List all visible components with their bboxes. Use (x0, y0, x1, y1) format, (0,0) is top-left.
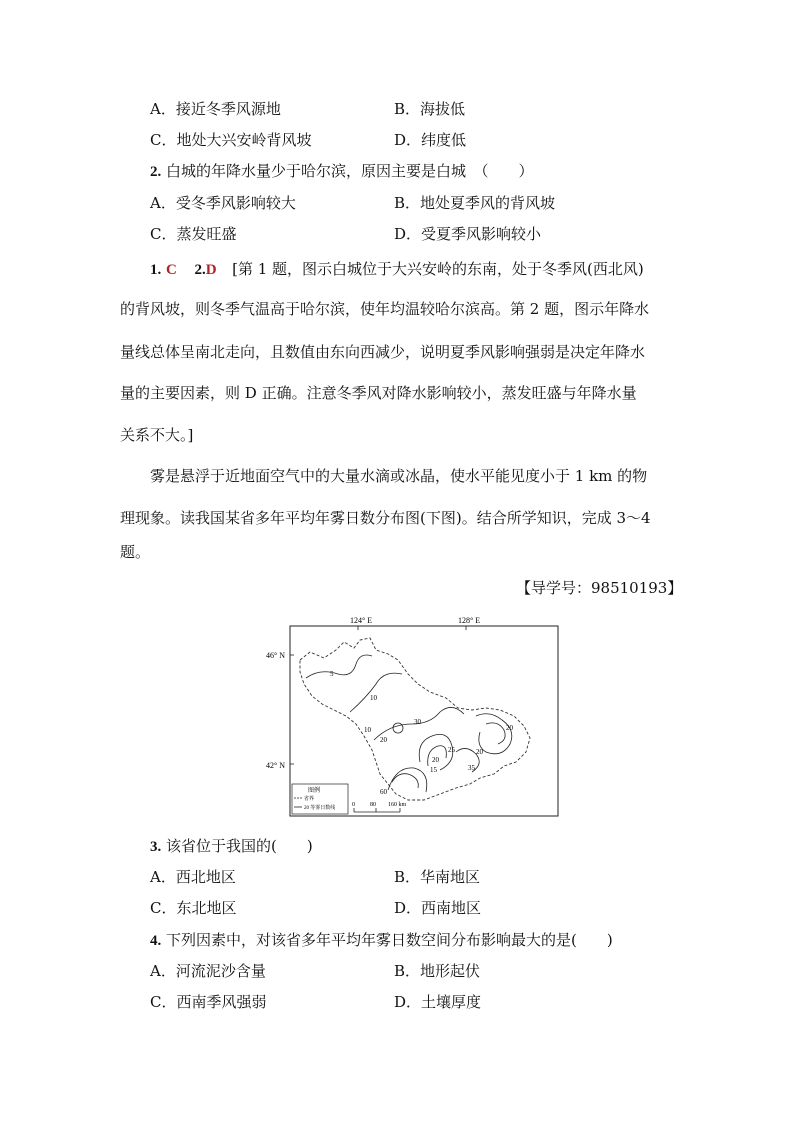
lat-label-46: 46° N (266, 651, 285, 660)
lat-label-42: 42° N (266, 761, 285, 770)
answer-line-2: 的背风坡，则冬季气温高于哈尔滨，使年均温较哈尔滨高。第 2 题，图示年降水 (120, 300, 650, 318)
question-2 (150, 160, 534, 181)
question-stem: 下列因素中，对该省多年平均年雾日数空间分布影响最大的是( ) (166, 931, 613, 949)
contour-label: 60 (380, 788, 387, 796)
q4-option-b: B．地形起伏 (394, 962, 481, 980)
lon-label-128: 128° E (458, 616, 481, 625)
q2-option-c: C．蒸发旺盛 (150, 225, 237, 243)
answer-line-3: 量线总体呈南北走向，且数值由东向西减少，说明夏季风影响强弱是决定年降水 (120, 343, 646, 361)
contour-label: 35 (468, 764, 475, 772)
intro-line-1: 雾是悬浮于近地面空气中的大量水滴或冰晶，使水平能见度小于 1 km 的物 (150, 467, 648, 485)
contour-label: 20 (380, 736, 387, 744)
answer-text: [第 1 题，图示白城位于大兴安岭的东南，处于冬季风(西北风) (232, 260, 644, 278)
legend-title: 图例 (308, 788, 321, 794)
answer-num-1: 1. (150, 262, 162, 278)
contour-label: 5 (330, 670, 334, 678)
answer-choice-1: C (166, 262, 177, 278)
q3-option-c: C．东北地区 (150, 899, 237, 917)
q4-option-d: D．土壤厚度 (394, 993, 482, 1011)
legend-contour-label: 20 等雾日数线 (304, 806, 336, 811)
q4-option-c: C．西南季风强弱 (150, 993, 267, 1011)
question-number: 4. (150, 933, 162, 949)
contour-label: 20 (506, 724, 513, 732)
q3-option-b: B．华南地区 (394, 868, 481, 886)
contour-label: 20 (476, 748, 483, 756)
question-4 (150, 929, 613, 950)
q2-option-b: B．地处夏季风的背风坡 (394, 194, 556, 212)
answer-line-1 (150, 258, 644, 279)
contour-label: 25 (448, 746, 455, 754)
legend-border-label: 省界 (304, 797, 315, 802)
answer-choice-2: D (205, 262, 217, 278)
question-stem: 白城的年降水量少于哈尔滨，原因主要是白城 （ ） (166, 162, 534, 180)
q1-option-a: A．接近冬季风源地 (150, 100, 281, 118)
q2-option-a: A．受冬季风影响较大 (150, 194, 296, 212)
contour-label: 20 (432, 756, 439, 764)
contour-label: 30 (414, 718, 421, 726)
intro-line-3: 题。 (120, 543, 151, 561)
scale-label: 0 (352, 802, 355, 808)
q1-option-c: C．地处大兴安岭背风坡 (150, 131, 312, 149)
answer-line-4: 量的主要因素，则 D 正确。注意冬季风对降水影响较小，蒸发旺盛与年降水量 (120, 384, 637, 402)
scale-label: 160 km (388, 802, 407, 808)
question-number: 3. (150, 839, 162, 855)
q2-option-d: D．受夏季风影响较小 (394, 225, 542, 243)
contour-label: 15 (430, 766, 437, 774)
question-3 (150, 835, 313, 856)
q1-option-d: D．纬度低 (394, 131, 467, 149)
question-number: 2. (150, 164, 162, 180)
guide-number: 【导学号：98510193】 (516, 579, 683, 597)
scale-label: 80 (370, 802, 376, 808)
q3-option-d: D．西南地区 (394, 899, 482, 917)
q4-option-a: A．河流泥沙含量 (150, 962, 266, 980)
lon-label-124: 124° E (350, 616, 373, 625)
answer-line-5: 关系不大。] (120, 426, 194, 444)
intro-line-2: 理现象。读我国某省多年平均年雾日数分布图(下图)。结合所学知识，完成 3～4 (120, 509, 651, 527)
fog-days-map (266, 612, 562, 820)
q1-option-b: B．海拔低 (394, 100, 466, 118)
q3-option-a: A．西北地区 (150, 868, 236, 886)
answer-num-2: 2. (194, 262, 206, 278)
question-stem: 该省位于我国的( ) (166, 837, 313, 855)
contour-label: 10 (370, 694, 377, 702)
contour-label: 10 (364, 726, 371, 734)
